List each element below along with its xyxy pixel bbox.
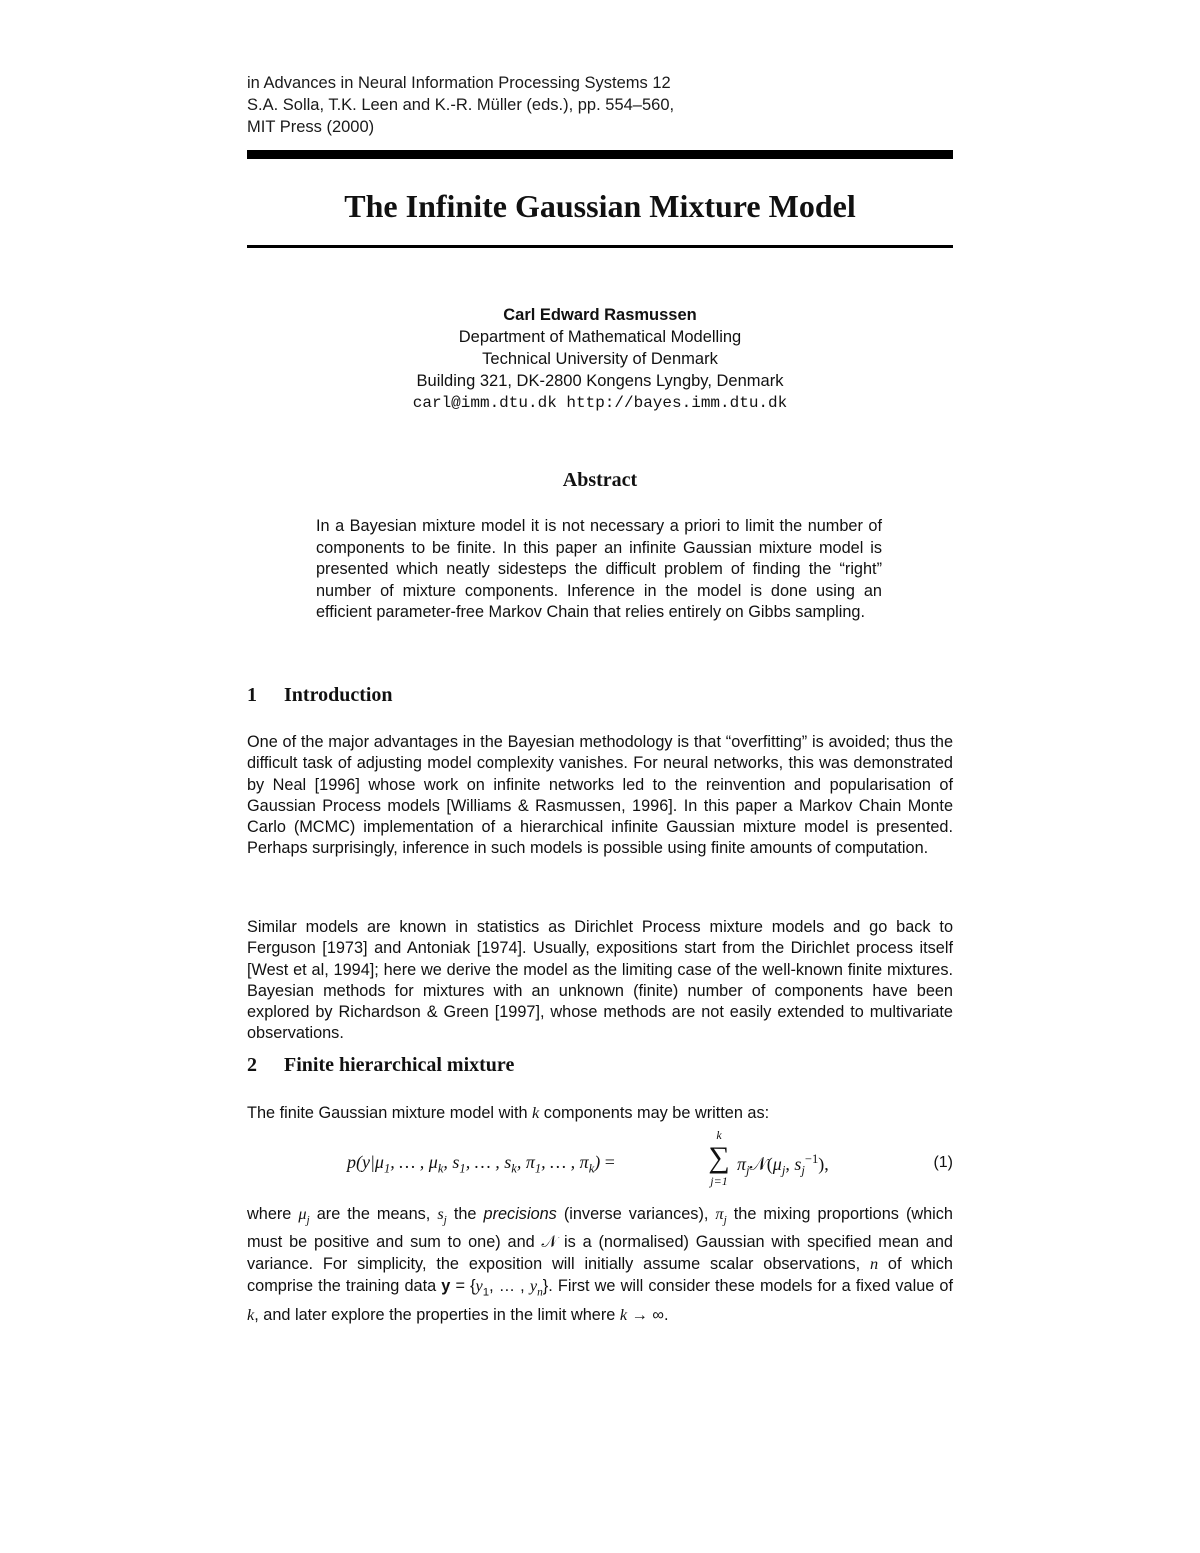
abstract-heading: Abstract — [562, 469, 638, 491]
equation-lhs: $p(y|\mu_1$, … , $\mu_k$, $s_1$, … , $s_k$, $\pi_1$, … , $\pi_k$) = — [347, 1152, 615, 1176]
author-address: Building 321, DK-2800 Kongens Lyngby, Denmark — [416, 372, 784, 390]
section-title: Introduction — [284, 684, 393, 706]
text-run: the mixing proportions (which must be positive and sum to one) and — [247, 1205, 953, 1251]
text-run: the — [446, 1205, 484, 1223]
text-run: , and later explore the properties in the limit where — [254, 1305, 620, 1324]
text-run: where — [247, 1205, 299, 1223]
section-number: 2 — [247, 1054, 257, 1076]
author-block — [247, 304, 953, 414]
paper-page — [247, 0, 953, 1553]
publication-header — [247, 72, 674, 138]
title-top-rule — [247, 150, 953, 159]
paper-title: The Infinite Gaussian Mixture Model — [344, 188, 856, 224]
text-run: are the means, — [309, 1205, 438, 1223]
text-run: (inverse variances), — [556, 1205, 716, 1223]
intro-paragraph-2: Similar models are known in statistics as Dirichlet Process mixture models and go back to Ferguson [1973] and Antoniak [1974]. Usually, expositions start from the Dirichlet process itself [West et al, 1994]; here we derive the model as the limiting case of the well-known finite mixtures. Bayesian methods for mixtures with an unknown (finite) number of components have been explored by Richardson & Green [1997], whose methods are not easily extended to multivariate observations. — [247, 918, 953, 1043]
text-run: of which comprise the training data — [247, 1254, 953, 1296]
section-title: Finite hierarchical mixture — [284, 1054, 515, 1076]
mixture-explanation-paragraph: where $\mu_j$ are the means, $s_j$ the precisions (inverse variances), $\pi_j$ the mixing proportions (which must be positive and sum to one) and 𝒩 is a (normalised) Gaussian with specified mean and variance. For simplicity, the exposition will initially assume scalar observations, n of which comprise the training data $y = \{y_1$, … , $y_n$}. First we will consider these models for a fixed value of k, and later explore the properties in the limit where k → ∞. — [247, 1204, 954, 1324]
section-heading-introduction — [247, 681, 393, 709]
author-name: Carl Edward Rasmussen — [503, 306, 697, 324]
intro-paragraph-1: One of the major advantages in the Bayesian methodology is that “overfitting” is avoided; thus the difficult task of adjusting model complexity vanishes. For neural networks, this was demonstrated by Neal [1996] whose work on infinite networks led to the reinvention and popularisation of Gaussian Process models [Williams & Rasmussen, 1996]. In this paper a Markov Chain Monte Carlo (MCMC) implementation of a hierarchical infinite Gaussian mixture model is presented. Perhaps surprisingly, inference in such models is possible using finite amounts of computation. — [247, 733, 953, 858]
section-heading-finite-mixture — [247, 1051, 514, 1079]
author-contact: carl@imm.dtu.dk http://bayes.imm.dtu.dk — [412, 394, 788, 412]
author-department: Department of Mathematical Modelling — [458, 328, 742, 346]
equation-1 — [247, 1128, 953, 1198]
text-run: components may be written as: — [539, 1104, 770, 1122]
summation-symbol: k ∑ j=1 — [708, 1128, 730, 1188]
emphasis: precisions — [483, 1205, 557, 1223]
mixture-intro-sentence — [247, 1102, 953, 1124]
equation-number: (1) — [933, 1154, 953, 1171]
math-variable: k — [532, 1103, 540, 1122]
section-number: 1 — [247, 684, 257, 706]
author-university: Technical University of Denmark — [482, 350, 718, 368]
equation-rhs: $\pi_j𝒩(\mu_j$, $s_j^{-1}$), — [737, 1152, 829, 1178]
text-run: The finite Gaussian mixture model with — [247, 1104, 533, 1122]
abstract-text: In a Bayesian mixture model it is not necessary a priori to limit the number of components to be finite. In this paper an infinite Gaussian mixture model is presented which neatly sidesteps the difficult problem of finding the “right” number of mixture components. Inference in the model is done using an efficient parameter-free Markov Chain that relies entirely on Gibbs sampling. — [316, 517, 882, 621]
text-run: is a (normalised) Gaussian with specified mean and variance. For simplicity, the exposition will initially assume scalar observations, — [247, 1232, 953, 1273]
header-line-publisher: MIT Press (2000) — [247, 118, 375, 136]
header-line-editors: S.A. Solla, T.K. Leen and K.-R. Müller (eds.), pp. 554–560, — [247, 96, 675, 114]
title-bottom-rule — [247, 245, 953, 248]
text-run: . First we will consider these models for a fixed value of — [548, 1277, 954, 1296]
equation-body — [347, 1128, 867, 1198]
header-line-venue: in Advances in Neural Information Processing Systems 12 — [247, 74, 671, 92]
